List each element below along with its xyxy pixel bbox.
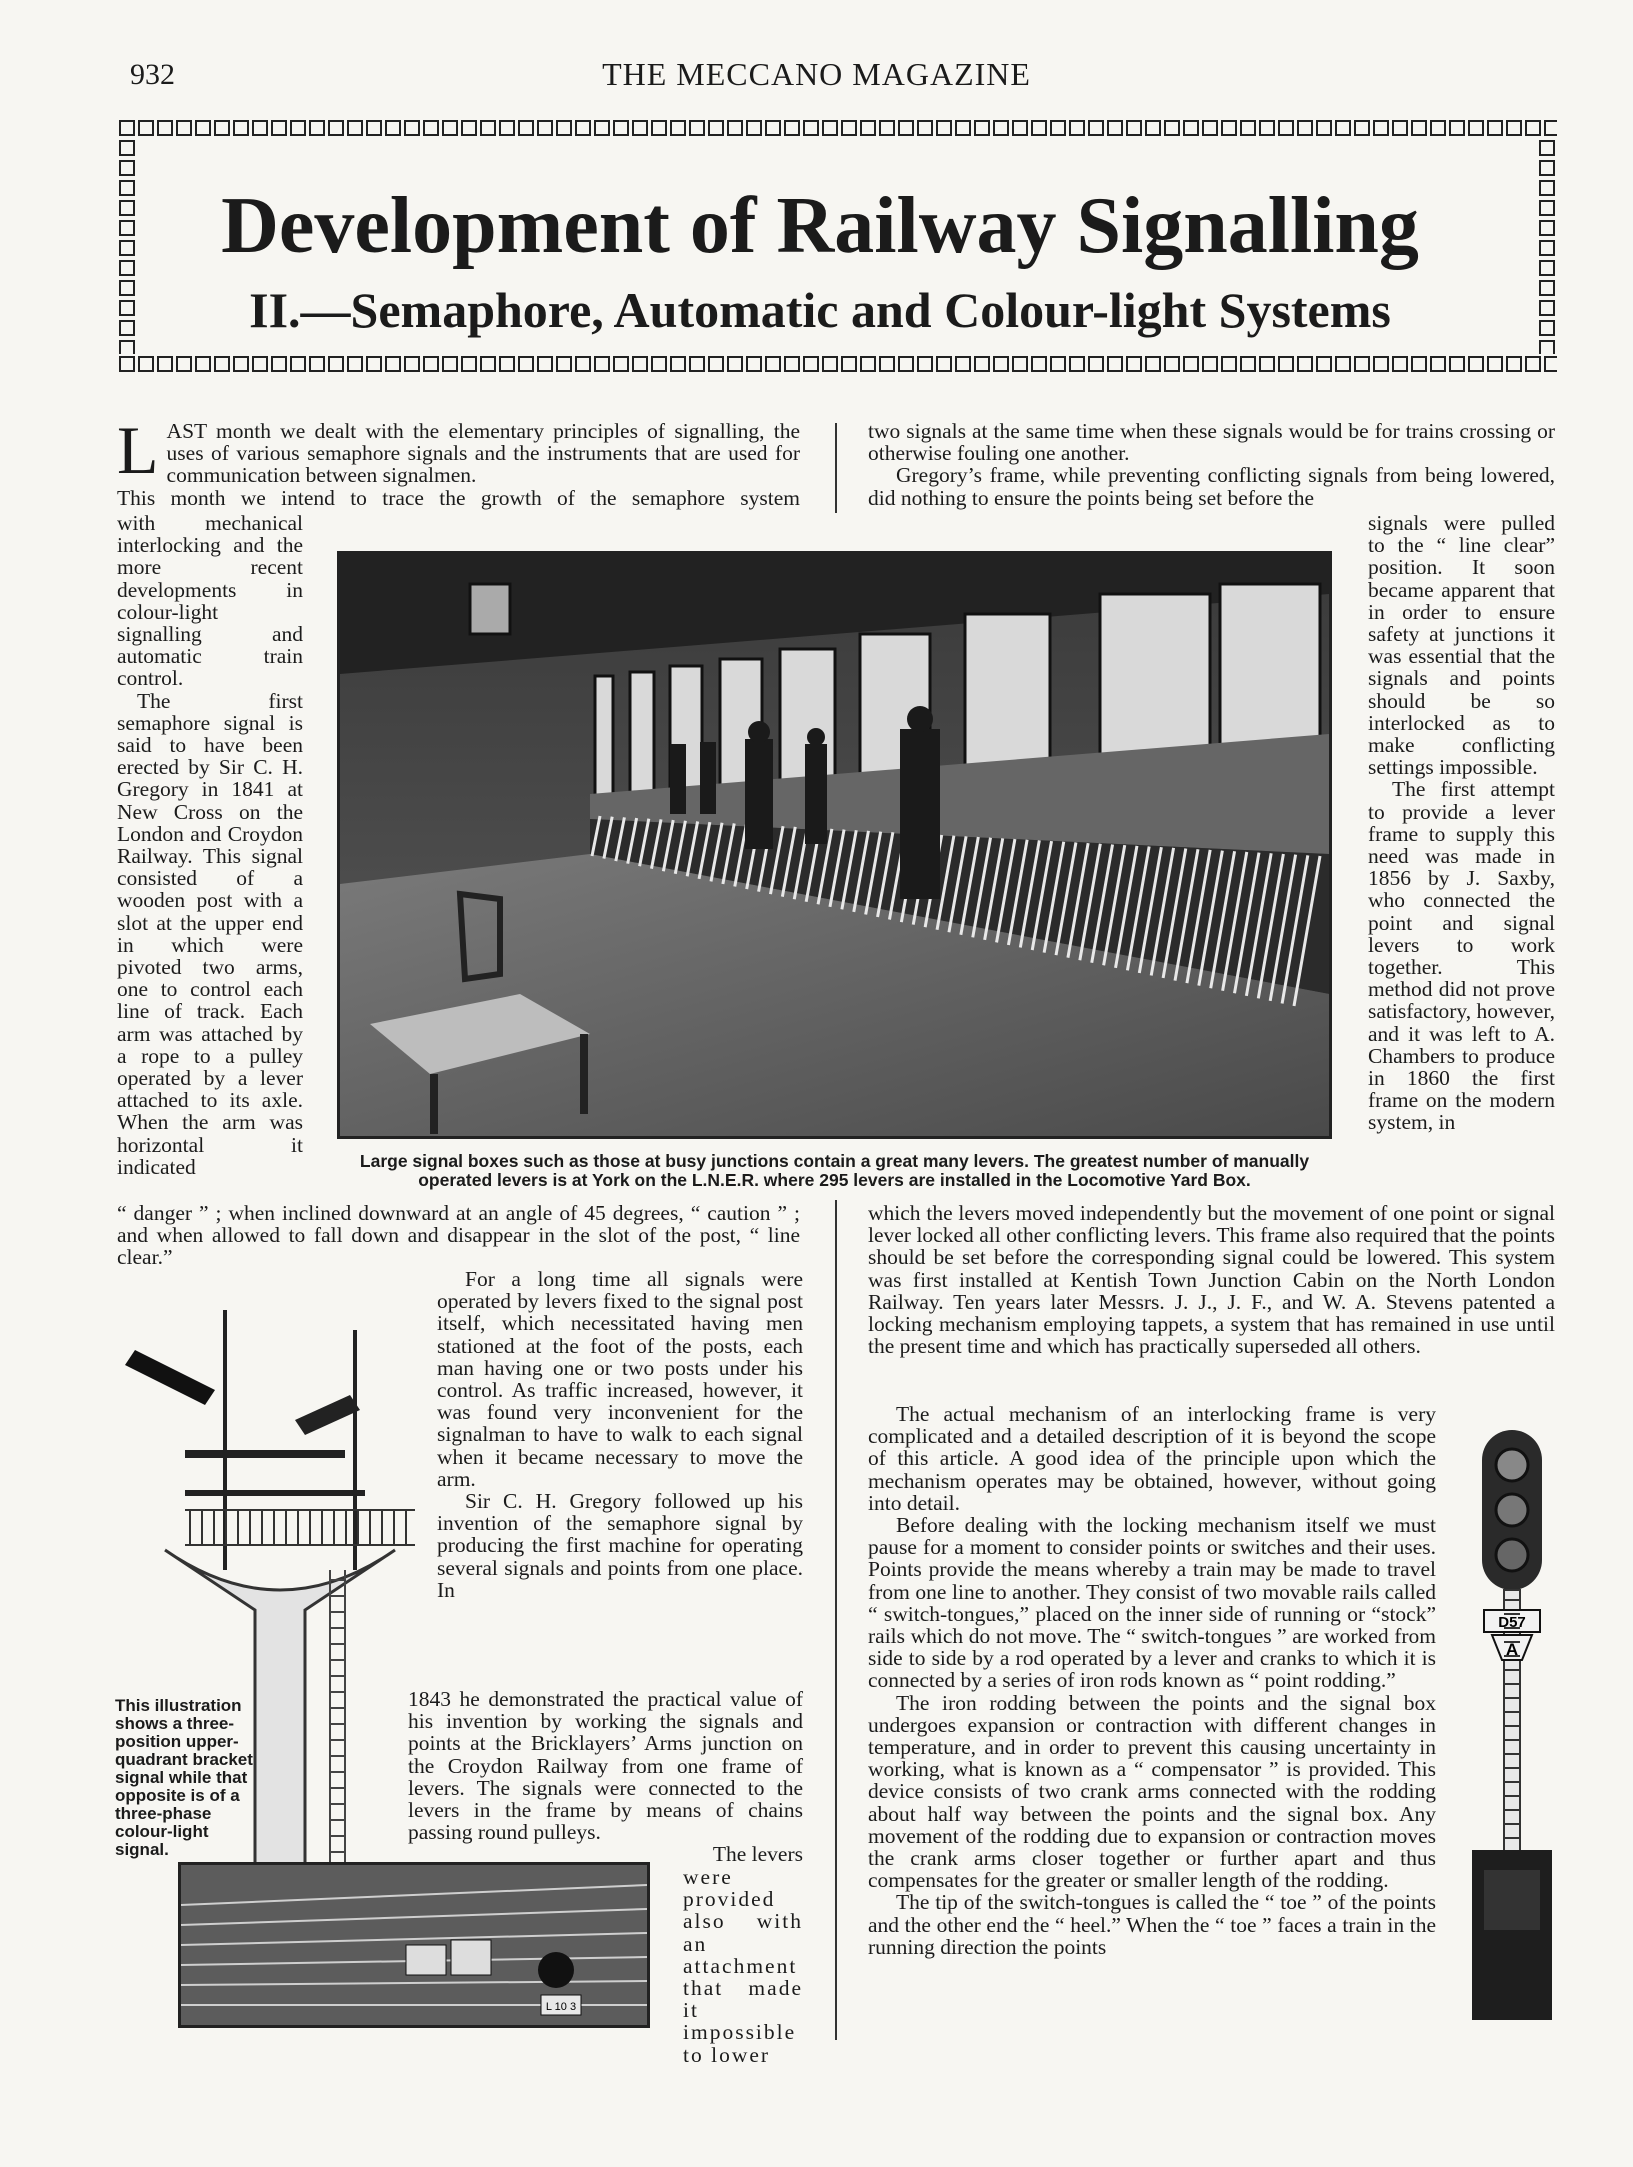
border-square	[461, 120, 477, 136]
border-square	[1539, 200, 1555, 216]
border-square	[1354, 120, 1370, 136]
border-square	[195, 356, 211, 372]
border-square	[1430, 120, 1446, 136]
border-square	[1183, 356, 1199, 372]
intro-paragraph	[117, 412, 800, 488]
colour-light-signal-figure	[1462, 1420, 1562, 2020]
border-square	[575, 120, 591, 136]
border-square	[1468, 356, 1484, 372]
semaphore-caption: This illustration shows a three-position upper-quadrant bracket signal while that opposite is of a three-phase colour-light signal.	[115, 1696, 253, 1859]
border-square	[480, 356, 496, 372]
border-square	[689, 120, 705, 136]
border-square	[138, 120, 154, 136]
border-square	[119, 280, 135, 296]
border-square	[328, 356, 344, 372]
border-square	[917, 120, 933, 136]
border-square	[1259, 356, 1275, 372]
title-border-top	[119, 120, 1557, 138]
border-square	[309, 120, 325, 136]
magazine-title: THE MECCANO MAGAZINE	[602, 56, 1031, 92]
para-points: Before dealing with the locking mechanism itself we must pause for a moment to consider points or switches and their uses. Points provide the means whereby a train may be made to travel from one line to another. They consist of two movable rails called “ switch-tongues,” placed on the inner side of running or “stock” rails which do not move. The “ switch-tongues ” are worked from side to side by a rod operated by a lever and cranks to which it is connected by a series of iron rods known as “ point rodding.”	[868, 1513, 1436, 1693]
border-square	[1411, 356, 1427, 372]
border-square	[841, 120, 857, 136]
border-square	[1487, 120, 1503, 136]
border-square	[366, 120, 382, 136]
border-square	[803, 120, 819, 136]
border-square	[1050, 356, 1066, 372]
border-square	[1525, 120, 1541, 136]
border-square	[1539, 140, 1555, 156]
border-square	[1240, 120, 1256, 136]
border-square	[746, 356, 762, 372]
drop-cap: L	[117, 412, 159, 488]
border-square	[1126, 356, 1142, 372]
signal-box-photo	[337, 551, 1332, 1139]
border-square	[860, 356, 876, 372]
border-square	[879, 356, 895, 372]
border-square	[632, 356, 648, 372]
border-square	[1335, 356, 1351, 372]
border-square	[1069, 356, 1085, 372]
border-square	[1468, 120, 1484, 136]
border-square	[157, 356, 173, 372]
border-square	[613, 356, 629, 372]
border-square	[385, 120, 401, 136]
border-square	[936, 120, 952, 136]
border-square	[176, 356, 192, 372]
title-border-right	[1539, 140, 1557, 354]
left-para-levers-b: were provided also with an attachment that made it impossible to lower	[683, 1865, 803, 2067]
border-square	[1539, 160, 1555, 176]
left-para-levers-a: The levers	[712, 1842, 803, 1866]
border-square	[252, 120, 268, 136]
border-square	[119, 240, 135, 256]
border-square	[1069, 120, 1085, 136]
border-square	[423, 120, 439, 136]
border-square	[1297, 120, 1313, 136]
border-square	[1202, 120, 1218, 136]
border-square	[461, 356, 477, 372]
border-square	[1449, 356, 1465, 372]
border-square	[1539, 260, 1555, 276]
border-square	[214, 356, 230, 372]
border-square	[708, 356, 724, 372]
border-square	[784, 120, 800, 136]
border-square	[119, 160, 135, 176]
border-square	[898, 120, 914, 136]
track-illustration	[181, 1865, 647, 2025]
border-square	[784, 356, 800, 372]
border-square	[898, 356, 914, 372]
border-square	[879, 120, 895, 136]
border-square	[119, 320, 135, 336]
colour-light-signal-illustration	[1462, 1420, 1562, 2020]
border-square	[1278, 120, 1294, 136]
border-square	[1031, 120, 1047, 136]
border-square	[1544, 120, 1557, 136]
border-square	[119, 220, 135, 236]
border-square	[1316, 120, 1332, 136]
right-narrow-para-2: The first attempt to provide a lever frame to supply this need was made in 1856 by J. Saxby, who connected the point and signal levers to work together. This method did not prove satisfactory, however, and it was left to A. Chambers to produce in 1860 the first frame on the modern system, in	[1368, 777, 1555, 1135]
border-square	[1539, 300, 1555, 316]
border-square	[1164, 356, 1180, 372]
border-square	[290, 356, 306, 372]
border-square	[404, 356, 420, 372]
border-square	[708, 120, 724, 136]
border-square	[670, 356, 686, 372]
para-frame: Gregory’s frame, while preventing conflicting signals from being lowered, did nothing to ensure the points being set before the	[868, 463, 1555, 510]
border-square	[955, 120, 971, 136]
left-narrow-para-2: The first semaphore signal is said to have been erected by Sir C. H. Gregory in 1841 at New Cross on the London and Croydon Railway. This signal consisted of a wooden post with a slot at the upper end in which were pivoted two arms, one to control each line of track. Each arm was attached by a rope to a pulley operated by a lever attached to its axle. When the arm was horizontal it indicated	[117, 688, 303, 1179]
para-gregory: Sir C. H. Gregory followed up his invention of the semaphore signal by producing the first machine for operating several signals and points from one place. In	[437, 1489, 803, 1602]
border-square	[1392, 120, 1408, 136]
border-square	[765, 120, 781, 136]
border-square	[1202, 356, 1218, 372]
right-narrow-text	[1368, 512, 1555, 1134]
border-square	[803, 356, 819, 372]
border-square	[575, 356, 591, 372]
left-narrow-text	[117, 512, 303, 1178]
border-square	[860, 120, 876, 136]
border-square	[1506, 120, 1522, 136]
border-square	[746, 120, 762, 136]
border-square	[347, 356, 363, 372]
border-square	[917, 356, 933, 372]
border-square	[499, 356, 515, 372]
border-square	[727, 356, 743, 372]
intro-line: This month we intend to trace the growth of the semaphore system	[117, 486, 800, 510]
border-square	[1164, 120, 1180, 136]
border-square	[233, 120, 249, 136]
border-square	[328, 120, 344, 136]
border-square	[195, 120, 211, 136]
para-toe: The tip of the switch-tongues is called the “ toe ” of the points and the other end the “ heel.” When the “ toe ” faces a train in the running direction the points	[868, 1890, 1436, 1959]
border-square	[119, 120, 135, 136]
para-two-signals: two signals at the same time when these signals would be for trains crossing or otherwise fouling one another.	[868, 419, 1555, 466]
border-square	[1145, 120, 1161, 136]
border-square	[727, 120, 743, 136]
border-square	[442, 120, 458, 136]
border-square	[1539, 320, 1555, 336]
border-square	[119, 140, 135, 156]
border-square	[290, 120, 306, 136]
border-square	[1539, 340, 1555, 354]
border-square	[689, 356, 705, 372]
border-square	[1411, 120, 1427, 136]
border-square	[271, 356, 287, 372]
border-square	[157, 120, 173, 136]
border-square	[1259, 120, 1275, 136]
border-square	[1354, 356, 1370, 372]
border-square	[594, 120, 610, 136]
signal-plate-top: D57	[1498, 1614, 1526, 1631]
border-square	[1539, 180, 1555, 196]
border-square	[993, 120, 1009, 136]
border-square	[119, 356, 135, 372]
border-square	[1221, 356, 1237, 372]
border-square	[366, 356, 382, 372]
border-square	[252, 356, 268, 372]
right-top-text	[868, 420, 1555, 509]
border-square	[138, 356, 154, 372]
intro-text: AST month we dealt with the elementary principles of signalling, the uses of various semaphore signals and the instruments that are used for communication between signalmen.	[166, 419, 800, 488]
border-square	[1430, 356, 1446, 372]
border-square	[1145, 356, 1161, 372]
border-square	[1012, 120, 1028, 136]
border-square	[537, 120, 553, 136]
border-square	[499, 120, 515, 136]
border-square	[670, 120, 686, 136]
border-square	[1031, 356, 1047, 372]
border-square	[404, 120, 420, 136]
track-plate: L 10 3	[545, 2001, 577, 2013]
border-square	[442, 356, 458, 372]
border-square	[119, 260, 135, 276]
track-photo	[178, 1862, 650, 2028]
border-square	[594, 356, 610, 372]
border-square	[176, 120, 192, 136]
border-square	[1126, 120, 1142, 136]
left-para-1843: 1843 he demonstrated the practical value of his invention by working the signals and points at the Bricklayers’ Arms junction on the Croydon Railway from one frame of levers. The signals were connected to the levers in the frame by means of chains passing round pulleys.	[408, 1687, 803, 1845]
border-square	[1183, 120, 1199, 136]
para-mechanism: The actual mechanism of an interlocking frame is very complicated and a detailed description of it is beyond the scope of this article. A good idea of the principle upon which the mechanism operates may be obtained, however, without going into detail.	[868, 1402, 1436, 1515]
border-square	[1506, 356, 1522, 372]
border-square	[480, 120, 496, 136]
signal-box-illustration	[340, 554, 1329, 1136]
border-square	[974, 356, 990, 372]
title-border-bottom	[119, 356, 1557, 374]
border-square	[1107, 120, 1123, 136]
para-long-time: For a long time all signals were operated by levers fixed to the signal post itself, which necessitated having men stationed at the foot of the posts, each man having one or two posts under his control. As traffic increased, however, it was found very inconvenient for the signalman to have to walk to each signal when it became necessary to move the arm.	[437, 1267, 803, 1491]
border-square	[936, 356, 952, 372]
border-square	[347, 120, 363, 136]
border-square	[1088, 120, 1104, 136]
border-square	[214, 120, 230, 136]
border-square	[119, 180, 135, 196]
article-subtitle: II.—Semaphore, Automatic and Colour-light Systems	[249, 282, 1391, 338]
border-square	[613, 120, 629, 136]
border-square	[423, 356, 439, 372]
border-square	[1539, 240, 1555, 256]
border-square	[822, 356, 838, 372]
border-square	[1088, 356, 1104, 372]
border-square	[955, 356, 971, 372]
border-square	[1278, 356, 1294, 372]
border-square	[309, 356, 325, 372]
border-square	[651, 356, 667, 372]
border-square	[119, 340, 135, 354]
right-narrow-para-1: signals were pulled to the “ line clear” position. It soon became apparent that in order to ensure safety at junctions it was essential that the signals and points should be so interlocked as to make conflicting settings impossible.	[1368, 511, 1555, 780]
border-square	[993, 356, 1009, 372]
article-title: Development of Railway Signalling	[221, 182, 1419, 270]
page-number: 932	[130, 58, 175, 91]
border-square	[271, 120, 287, 136]
signal-box-caption: Large signal boxes such as those at busy junctions contain a great many levers. The greatest number of manually operated levers is at York on the L.N.E.R. where 295 levers are installed in the Locomotive Yard Box.	[359, 1151, 1310, 1190]
border-square	[518, 356, 534, 372]
border-square	[1392, 356, 1408, 372]
border-square	[1539, 220, 1555, 236]
border-square	[1373, 120, 1389, 136]
right-wide-text: which the levers moved independently but the movement of one point or signal lever locked all other conflicting levers. This frame also required that the points should be set before the corresponding signal could be lowered. This system was first installed at Kentish Town Junction Cabin on the North London Railway. Ten years later Messrs. J. J., J. F., and W. A. Stevens patented a locking mechanism employing tappets, a system that has remained in use until the present time and which has practically superseded all others.	[868, 1201, 1555, 1359]
border-square	[632, 120, 648, 136]
border-square	[1297, 356, 1313, 372]
border-square	[233, 356, 249, 372]
border-square	[556, 356, 572, 372]
border-square	[119, 300, 135, 316]
border-square	[974, 120, 990, 136]
border-square	[1539, 280, 1555, 296]
border-square	[1316, 356, 1332, 372]
border-square	[385, 356, 401, 372]
title-border-left	[119, 140, 137, 354]
border-square	[1221, 120, 1237, 136]
border-square	[822, 120, 838, 136]
column-rule-top	[835, 423, 837, 513]
column-rule-bottom	[835, 1200, 837, 2040]
border-square	[1487, 356, 1503, 372]
border-square	[556, 120, 572, 136]
border-square	[518, 120, 534, 136]
border-square	[1525, 356, 1541, 372]
border-square	[1012, 356, 1028, 372]
border-square	[1544, 356, 1557, 372]
left-wide-tail: “ danger ” ; when inclined downward at an angle of 45 degrees, “ caution ” ; and when allowed to fall down and disappear in the slot of the post, “ line clear.”	[117, 1201, 800, 1270]
border-square	[1335, 120, 1351, 136]
border-square	[1050, 120, 1066, 136]
left-narrow-para-1: with mechanical interlocking and the more recent developments in colour-light signalling and automatic train control.	[117, 511, 303, 691]
border-square	[1107, 356, 1123, 372]
left-para-long-time	[437, 1268, 803, 1601]
border-square	[765, 356, 781, 372]
border-square	[537, 356, 553, 372]
signal-plate-bottom: A	[1505, 1640, 1519, 1659]
border-square	[1373, 356, 1389, 372]
border-square	[841, 356, 857, 372]
border-square	[119, 200, 135, 216]
para-rodding: The iron rodding between the points and the signal box undergoes expansion or contraction with different changes in temperature, and in order to prevent this causing uncertainty in working, what is known as a “ compensator ” is provided. This device consists of two crank arms connected with the rodding about half way between the points and the signal box. Any movement of the rodding due to expansion or contraction moves the crank arms closer together or further apart and thus compensates for the greater or smaller length of the rodding.	[868, 1690, 1436, 1893]
border-square	[1449, 120, 1465, 136]
border-square	[651, 120, 667, 136]
right-lower-text	[868, 1403, 1436, 1958]
border-square	[1240, 356, 1256, 372]
